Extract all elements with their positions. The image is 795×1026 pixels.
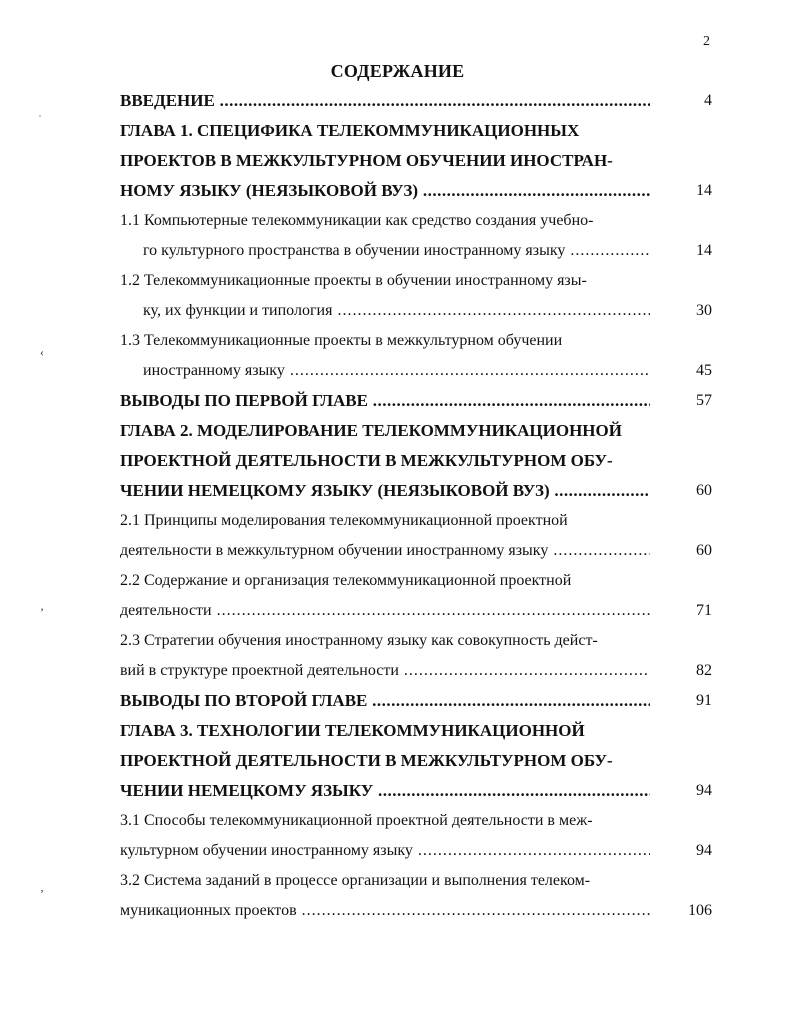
toc-section-2-1-line-1: 2.1 Принципы моделирования телекоммуникационной проектной: [120, 512, 568, 529]
toc-section-2-1-line-2: деятельности в межкультурном обучении иностранному языку .....: [120, 540, 650, 562]
toc-page-chapter-2: 60: [696, 482, 712, 499]
scan-speck-mark: ‹: [40, 345, 44, 359]
toc-section-3-2-line-1: 3.2 Система заданий в процессе организации и выполнения телеком-: [120, 872, 591, 889]
toc-section-1-3-line-1: 1.3 Телекоммуникационные проекты в межкультурном обучении: [120, 332, 563, 349]
toc-chapter-1-line-3: НОМУ ЯЗЫКУ (НЕЯЗЫКОВОЙ ВУЗ) .....: [120, 180, 650, 202]
toc-page-section-3-2: 106: [688, 902, 712, 919]
toc-page-introduction: 4: [704, 92, 712, 109]
toc-page-section-2-1: 60: [696, 542, 712, 559]
toc-chapter-3-line-3: ЧЕНИИ НЕМЕЦКОМУ ЯЗЫКУ .....: [120, 780, 650, 802]
toc-section-2-2-line-2: деятельности .....: [120, 600, 650, 622]
toc-chapter-2-line-3: ЧЕНИИ НЕМЕЦКОМУ ЯЗЫКУ (НЕЯЗЫКОВОЙ ВУЗ) .....: [120, 480, 650, 502]
toc-page-section-2-3: 82: [696, 662, 712, 679]
toc-conclusions-2: ВЫВОДЫ ПО ВТОРОЙ ГЛАВЕ .....: [120, 690, 650, 712]
scan-speck-mark: ˙: [38, 112, 42, 126]
toc-chapter-3-line-2: ПРОЕКТНОЙ ДЕЯТЕЛЬНОСТИ В МЕЖКУЛЬТУРНОМ ОБУ-: [120, 751, 613, 770]
toc-page-chapter-1: 14: [696, 182, 712, 199]
toc-section-1-2-line-2: ку, их функции и типология .....: [143, 300, 650, 322]
toc-page-section-1-1: 14: [696, 242, 712, 259]
toc-section-1-1-line-1: 1.1 Компьютерные телекоммуникации как средство создания учебно-: [120, 212, 594, 229]
toc-section-2-3-line-2: вий в структуре проектной деятельности .....: [120, 660, 650, 682]
toc-title: СОДЕРЖАНИЕ: [330, 61, 465, 81]
toc-section-3-2-line-2: муникационных проектов .....: [120, 900, 650, 922]
toc-chapter-1-line-2: ПРОЕКТОВ В МЕЖКУЛЬТУРНОМ ОБУЧЕНИИ ИНОСТРАН-: [120, 151, 613, 170]
toc-entry-introduction: ВВЕДЕНИЕ .....: [120, 90, 650, 112]
toc-chapter-2-line-1: ГЛАВА 2. МОДЕЛИРОВАНИЕ ТЕЛЕКОММУНИКАЦИОННОЙ: [120, 421, 622, 440]
toc-page-section-2-2: 71: [696, 602, 712, 619]
toc-section-2-2-line-1: 2.2 Содержание и организация телекоммуникационной проектной: [120, 572, 572, 589]
toc-chapter-2-line-2: ПРОЕКТНОЙ ДЕЯТЕЛЬНОСТИ В МЕЖКУЛЬТУРНОМ ОБУ-: [120, 451, 613, 470]
toc-section-2-3-line-1: 2.3 Стратегии обучения иностранному языку как совокупность дейст-: [120, 632, 598, 649]
toc-chapter-1-line-1: ГЛАВА 1. СПЕЦИФИКА ТЕЛЕКОММУНИКАЦИОННЫХ: [120, 121, 580, 140]
toc-section-1-1-line-2: го культурного пространства в обучении иностранному языку .....: [143, 240, 650, 262]
page-number: 2: [703, 34, 710, 49]
toc-section-1-2-line-1: 1.2 Телекоммуникационные проекты в обучении иностранному язы-: [120, 272, 587, 289]
toc-section-3-1-line-1: 3.1 Способы телекоммуникационной проектной деятельности в меж-: [120, 812, 593, 829]
toc-chapter-3-line-1: ГЛАВА 3. ТЕХНОЛОГИИ ТЕЛЕКОММУНИКАЦИОННОЙ: [120, 721, 585, 740]
scan-speck-mark: ’: [40, 605, 44, 619]
toc-page-chapter-3: 94: [696, 782, 712, 799]
toc-page-section-1-3: 45: [696, 362, 712, 379]
toc-page-section-1-2: 30: [696, 302, 712, 319]
toc-page-section-3-1: 94: [696, 842, 712, 859]
toc-page-conclusions-2: 91: [696, 692, 712, 709]
toc-section-3-1-line-2: культурном обучении иностранному языку .....: [120, 840, 650, 862]
scan-speck-mark: ‚: [40, 880, 44, 894]
toc-section-1-3-line-2: иностранному языку .....: [143, 360, 650, 382]
toc-conclusions-1: ВЫВОДЫ ПО ПЕРВОЙ ГЛАВЕ .....: [120, 390, 650, 412]
toc-page-conclusions-1: 57: [696, 392, 712, 409]
